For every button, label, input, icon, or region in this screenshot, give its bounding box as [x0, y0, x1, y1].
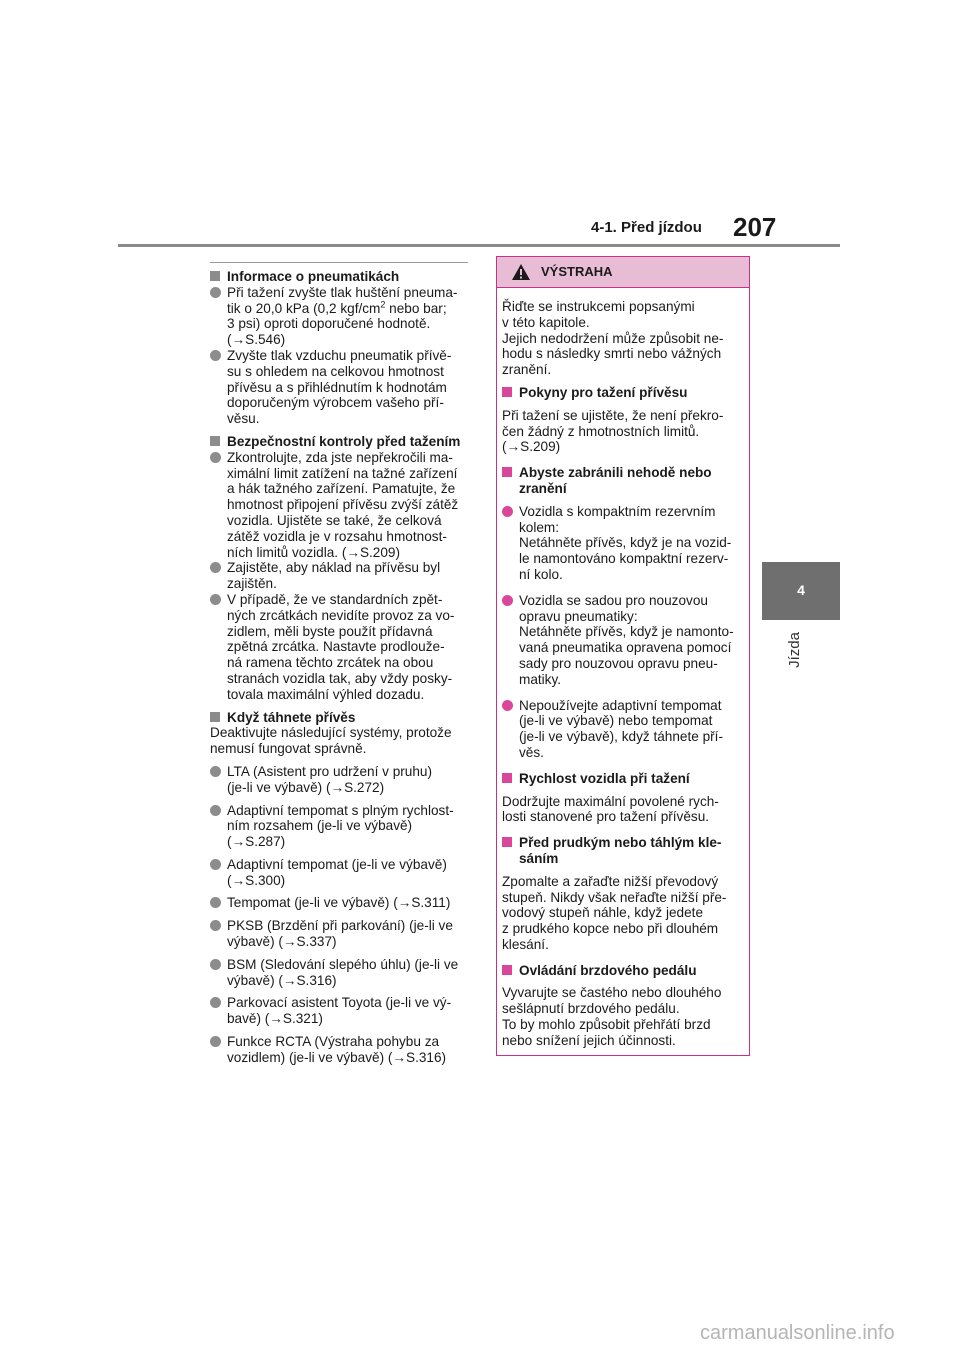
list-item: PKSB (Brzdění při parkování) (je-li ve výbavě) (→S.337)	[210, 918, 468, 950]
list-item: Vozidla s kompaktním rezervním kolem: Netáhněte přívěs, když je na vozid- le namontováno kompaktní rezerv- ní kolo.	[502, 504, 741, 583]
list-item: V případě, že ve standardních zpět- ných zrcátkách nevidíte provoz za vo- zidlem, měli byste použít přídavná zpětná zrcátka. Nastavte prodlouže- ná ramena těchto zrcátek na obou stranách vozidla tak, aby vždy posky- tovala maximální výhled dozadu.	[210, 592, 468, 703]
page-number: 207	[733, 212, 777, 242]
section-title: 4-1. Před jízdou	[591, 219, 702, 236]
left-column	[210, 262, 468, 1066]
warning-header	[497, 257, 749, 288]
section-heading: Před prudkým nebo táhlým kle- sáním	[502, 835, 741, 867]
list-item: Parkovací asistent Toyota (je-li ve vý- bavě) (→S.321)	[210, 995, 468, 1027]
list-item: Nepoužívejte adaptivní tempomat (je-li ve výbavě) nebo tempomat (je-li ve výbavě), když táhnete pří- věs.	[502, 698, 741, 761]
section-heading: Ovládání brzdového pedálu	[502, 963, 741, 979]
warning-box	[496, 256, 750, 1056]
paragraph: Při tažení se ujistěte, že není překro- čen žádný z hmotnostních limitů. (→S.209)	[502, 407, 724, 455]
list-item: Zajistěte, aby náklad na přívěsu byl zajištěn.	[210, 560, 468, 592]
paragraph: Zpomalte a zařaďte nižší převodový stupeň. Nikdy však neřaďte nižší pře- vodový stupeň náhle, když jedete z prudkého kopce nebo při dlouhém klesání.	[502, 873, 727, 952]
list-item: Adaptivní tempomat (je-li ve výbavě) (→S.300)	[210, 857, 468, 889]
chapter-tab	[762, 562, 840, 620]
section-heading: Pokyny pro tažení přívěsu	[502, 385, 741, 401]
warning-title: VÝSTRAHA	[541, 264, 613, 279]
paragraph: Deaktivujte následující systémy, protože nemusí fungovat správně.	[210, 725, 452, 757]
paragraph: Dodržujte maximální povolené rych- losti stanovené pro tažení přívěsu.	[502, 793, 719, 825]
paragraph: Vyvarujte se častého nebo dlouhého sešlápnutí brzdového pedálu. To by mohlo způsobit přehřátí brzd nebo snížení jejich účinnosti.	[502, 985, 722, 1048]
section-heading: Bezpečnostní kontroly před tažením	[210, 434, 468, 450]
paragraph: Řiďte se instrukcemi popsanými v této kapitole. Jejich nedodržení může způsobit ne- hodu s následky smrti nebo vážných zranění.	[502, 299, 724, 378]
list-item: BSM (Sledování slepého úhlu) (je-li ve výbavě) (→S.316)	[210, 957, 468, 989]
list-item: Tempomat (je-li ve výbavě) (→S.311)	[210, 895, 468, 911]
list-item: Zvyšte tlak vzduchu pneumatik přívě- su s ohledem na celkovou hmotnost přívěsu a s přihlédnutím k hodnotám doporučeným výrobcem vašeho pří- věsu.	[210, 348, 468, 427]
section-heading: Když táhnete přívěs	[210, 710, 468, 726]
list-item: Adaptivní tempomat s plným rychlost- ním rozsahem (je-li ve výbavě) (→S.287)	[210, 803, 468, 850]
header-rule	[118, 244, 840, 247]
warning-icon	[511, 263, 531, 281]
section-heading: Rychlost vozidla při tažení	[502, 771, 741, 787]
chapter-number: 4	[797, 582, 805, 598]
list-item: Při tažení zvyšte tlak huštění pneuma- tik o 20,0 kPa (0,2 kgf/$cm^2$ nebo bar; 3 psi) oproti doporučené hodnotě. (→S.546)	[210, 285, 468, 348]
list-item: LTA (Asistent pro udržení v pruhu) (je-li ve výbavě) (→S.272)	[210, 764, 468, 796]
list-item: Vozidla se sadou pro nouzovou opravu pneumatiky: Netáhněte přívěs, když je namonto- vaná pneumatika opravena pomocí sady pro nouzovou opravu pneu- matiky.	[502, 593, 741, 688]
section-heading: Informace o pneumatikách	[210, 269, 468, 285]
list-item: Zkontrolujte, zda jste nepřekročili ma- ximální limit zatížení na tažné zařízení a hák tažného zařízení. Pamatujte, že hmotnost připojení přívěsu zvýší zátěž vozidla. Ujistěte se také, že celková zátěž vozidla je v rozsahu hmotnost- ních limitů vozidla. (→S.209)	[210, 450, 468, 561]
watermark: carmanualsonline.info	[700, 1322, 895, 1344]
list-item: Funkce RCTA (Výstraha pohybu za vozidlem) (je-li ve výbavě) (→S.316)	[210, 1034, 468, 1066]
section-heading: Abyste zabránili nehodě nebo zranění	[502, 465, 741, 497]
chapter-label: Jízda	[786, 632, 803, 668]
